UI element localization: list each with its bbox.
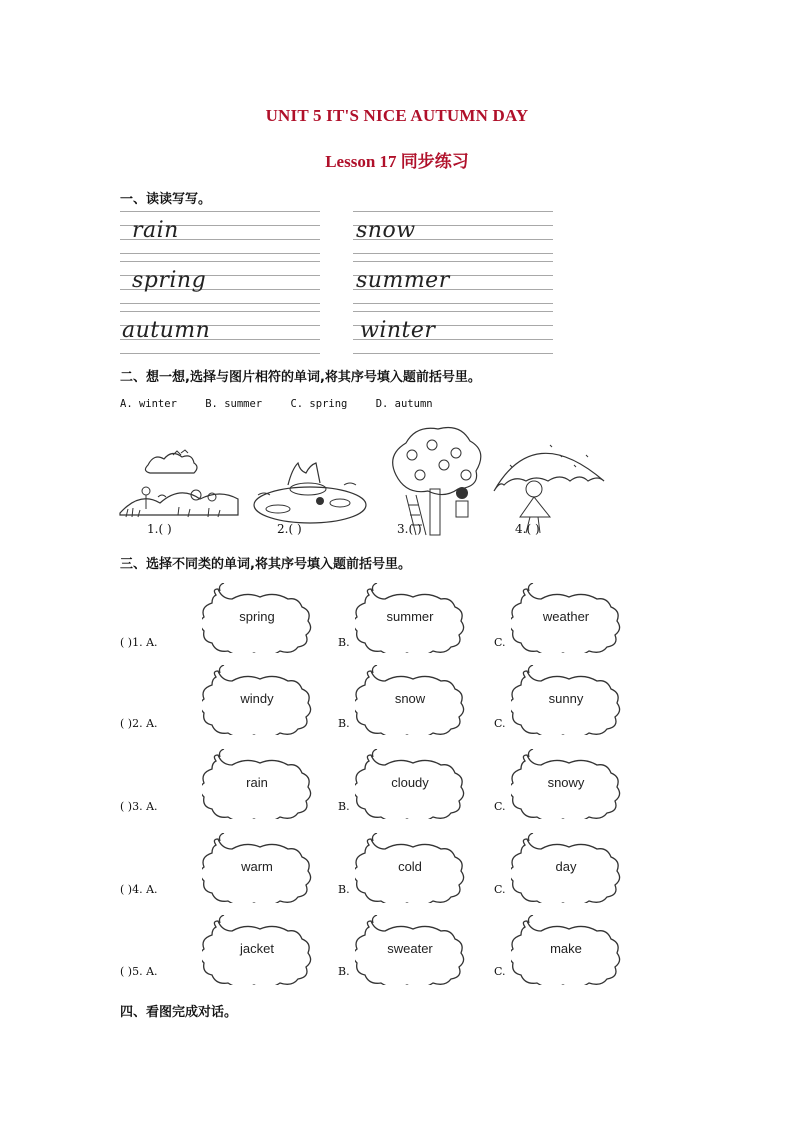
leaf-word: windy xyxy=(240,691,274,706)
leaf-word: snowy xyxy=(547,775,585,790)
leaf-word-card xyxy=(511,833,621,903)
leaf-word-card xyxy=(511,583,621,653)
leaf-word-card xyxy=(355,665,465,735)
leaf-stem xyxy=(529,665,534,673)
word-rain: rain xyxy=(132,218,179,243)
leaf-word-card xyxy=(355,833,465,903)
picture-1-caption: 1.( ) xyxy=(147,522,172,536)
leaf-word-card xyxy=(511,665,621,735)
leaf-word: cloudy xyxy=(391,775,429,790)
question-number: ( )4. A. xyxy=(120,883,158,896)
leaf-stem xyxy=(220,583,225,591)
option-letter: B. xyxy=(338,636,350,649)
leaf-word: sweater xyxy=(387,941,433,956)
option-letter: B. xyxy=(338,883,350,896)
option-b: B. summer xyxy=(205,398,263,410)
leaf-stem xyxy=(529,749,534,757)
leaf-word: summer xyxy=(386,609,434,624)
leaf-stem xyxy=(373,915,378,923)
option-letter: C. xyxy=(494,965,506,978)
spring-picture xyxy=(118,425,240,542)
word-winter: winter xyxy=(360,318,436,343)
leaf-word-card xyxy=(202,749,312,819)
leaf-word-card xyxy=(511,749,621,819)
summer-picture xyxy=(248,425,370,542)
leaf-word: jacket xyxy=(240,941,274,956)
option-letter: C. xyxy=(494,717,506,730)
season-options xyxy=(120,398,455,410)
leaf-word: day xyxy=(555,859,577,874)
leaf-word: make xyxy=(550,941,582,956)
section-2-heading: 二、想一想,选择与图片相符的单词,将其序号填入题前括号里。 xyxy=(120,370,481,385)
leaf-stem xyxy=(220,915,225,923)
leaf-stem xyxy=(529,583,534,591)
leaf-stem xyxy=(220,749,225,757)
question-number: ( )3. A. xyxy=(120,800,158,813)
question-number: ( )1. A. xyxy=(120,636,158,649)
winter-picture xyxy=(490,425,612,542)
leaf-word-card xyxy=(202,583,312,653)
option-letter: B. xyxy=(338,800,350,813)
leaf-word-card xyxy=(511,915,621,985)
lesson-title: Lesson 17 同步练习 xyxy=(325,152,469,171)
leaf-stem xyxy=(220,833,225,841)
leaf-word: rain xyxy=(246,775,268,790)
question-number: ( )5. A. xyxy=(120,965,158,978)
option-a: A. winter xyxy=(120,398,177,410)
leaf-word-card xyxy=(355,583,465,653)
word-spring: spring xyxy=(132,268,207,293)
option-letter: C. xyxy=(494,800,506,813)
question-number: ( )2. A. xyxy=(120,717,158,730)
leaf-stem xyxy=(529,915,534,923)
word-snow: snow xyxy=(356,218,416,243)
leaf-word: spring xyxy=(239,609,275,624)
option-letter: B. xyxy=(338,717,350,730)
leaf-stem xyxy=(373,583,378,591)
section-4-heading: 四、看图完成对话。 xyxy=(120,1005,238,1020)
option-c: C. spring xyxy=(290,398,348,410)
leaf-word: snow xyxy=(394,691,426,706)
option-letter: C. xyxy=(494,883,506,896)
autumn-picture xyxy=(376,425,496,542)
option-letter: C. xyxy=(494,636,506,649)
section-1-heading: 一、读读写写。 xyxy=(120,192,212,207)
leaf-word: warm xyxy=(241,859,273,874)
option-d: D. autumn xyxy=(375,398,433,410)
picture-3-caption: 3.( ) xyxy=(397,522,422,536)
picture-4-caption: 4.( ) xyxy=(515,522,540,536)
leaf-stem xyxy=(529,833,534,841)
section-3-heading: 三、选择不同类的单词,将其序号填入题前括号里。 xyxy=(120,557,411,572)
leaf-word-card xyxy=(202,915,312,985)
leaf-word-card xyxy=(202,833,312,903)
leaf-word-card xyxy=(202,665,312,735)
unit-title: UNIT 5 IT'S NICE AUTUMN DAY xyxy=(265,106,529,125)
leaf-stem xyxy=(373,833,378,841)
leaf-stem xyxy=(373,665,378,673)
leaf-word: sunny xyxy=(548,691,584,706)
word-summer: summer xyxy=(356,268,450,293)
leaf-word: cold xyxy=(398,859,422,874)
leaf-word-card xyxy=(355,749,465,819)
leaf-word: weather xyxy=(542,609,590,624)
leaf-stem xyxy=(220,665,225,673)
leaf-stem xyxy=(373,749,378,757)
option-letter: B. xyxy=(338,965,350,978)
word-autumn: autumn xyxy=(122,318,211,343)
leaf-word-card xyxy=(355,915,465,985)
picture-2-caption: 2.( ) xyxy=(277,522,302,536)
